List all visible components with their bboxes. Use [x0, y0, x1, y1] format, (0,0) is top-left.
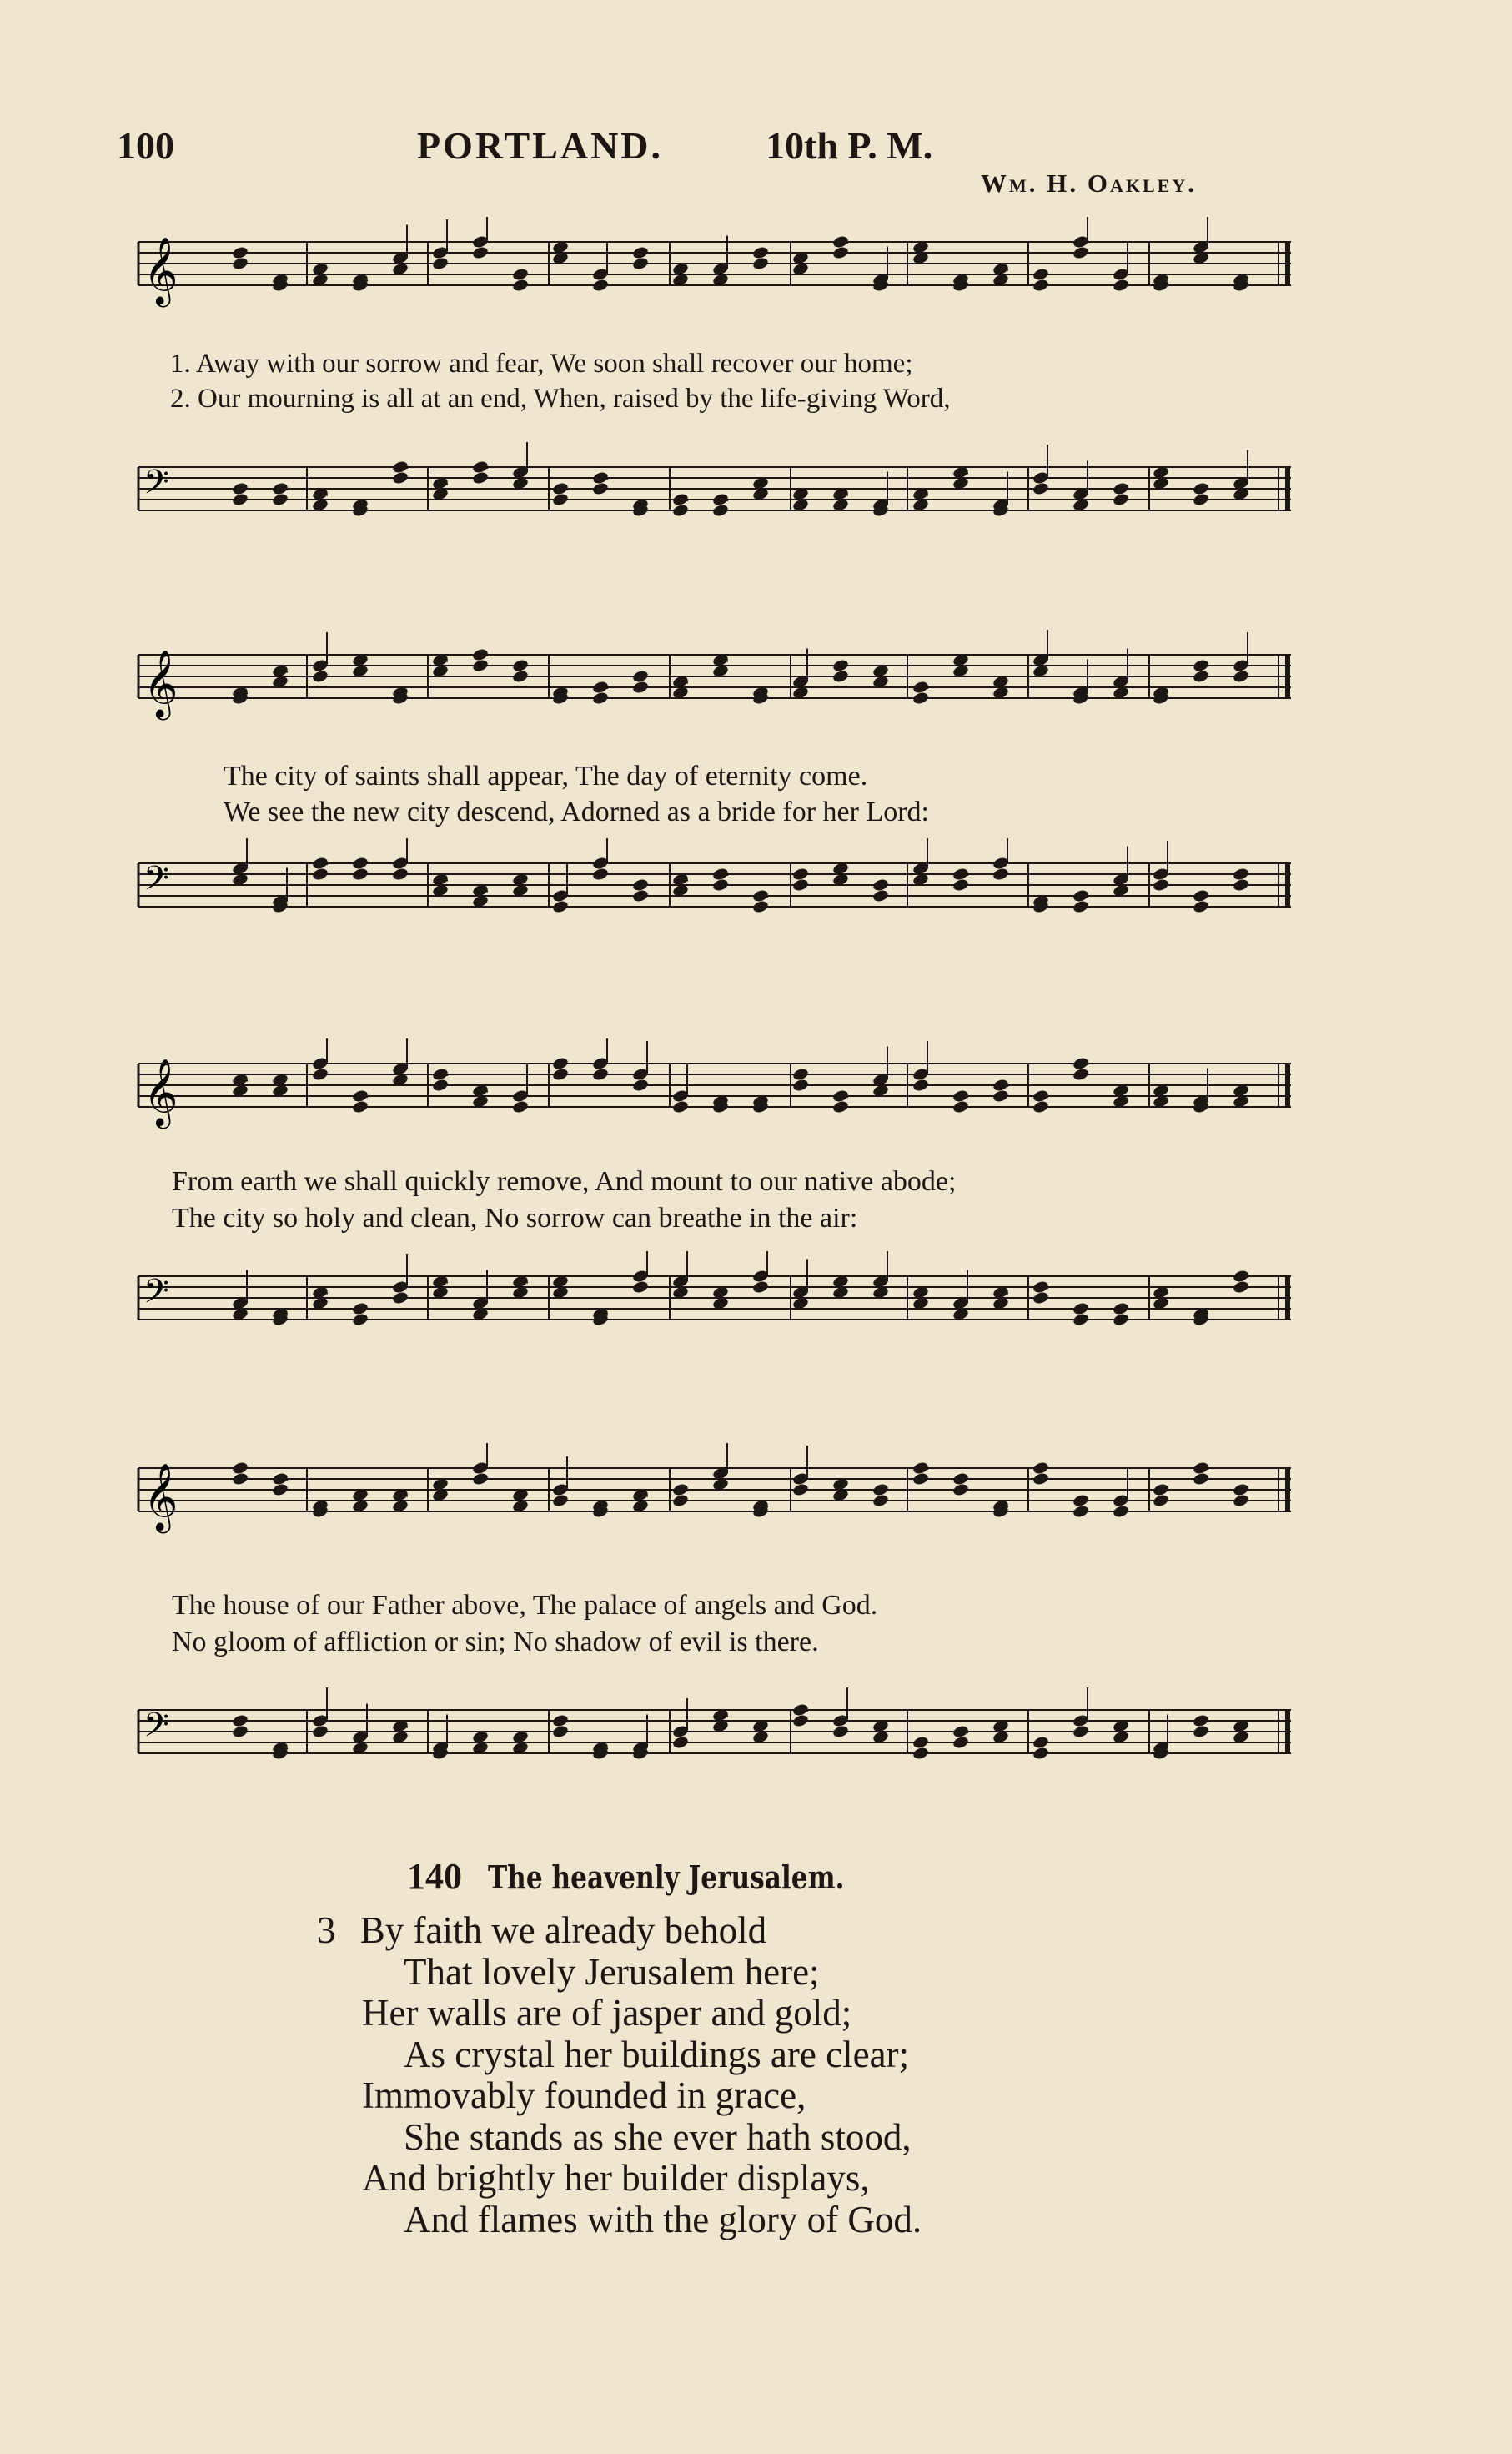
note-head [391, 1290, 409, 1305]
note-head [231, 245, 249, 259]
note-head [231, 481, 249, 495]
note-head [271, 1482, 289, 1496]
note-head [1112, 481, 1129, 495]
note-head [311, 867, 329, 881]
note-head [1032, 481, 1049, 495]
note-head [1232, 1493, 1249, 1507]
note-head [711, 503, 729, 517]
composer-credit: Wm. H. Oakley. [981, 168, 1197, 198]
note-head [1032, 1461, 1049, 1475]
note-head [391, 867, 409, 881]
note-head [431, 1078, 449, 1092]
note-head [912, 691, 929, 705]
note-head [311, 1724, 329, 1738]
treble-staff [115, 630, 1299, 755]
meter-label: 10th P. M. [766, 124, 933, 167]
note-head [591, 481, 609, 495]
note-head [912, 1471, 929, 1486]
treble-staff [115, 1443, 1299, 1568]
note-head [1112, 1312, 1129, 1326]
note-head [631, 680, 649, 694]
note-head [591, 278, 609, 292]
note-head [671, 1099, 689, 1114]
bass-staff [115, 838, 1299, 972]
bass-staff [115, 1251, 1299, 1385]
note-head [311, 669, 329, 683]
verse-line: And flames with the glory of God. [404, 2198, 922, 2240]
note-head [872, 1493, 889, 1507]
note-head [1032, 1735, 1049, 1749]
note-head [831, 245, 849, 259]
note-head [511, 1099, 529, 1114]
note-head [1232, 867, 1249, 881]
note-head [591, 691, 609, 705]
note-head [551, 1056, 569, 1070]
note-head [511, 658, 529, 672]
note-head [791, 1078, 809, 1092]
note-head [1072, 1301, 1089, 1315]
note-head [351, 856, 369, 870]
bass-clef-icon: 𝄢 [143, 1272, 169, 1319]
note-head [831, 1724, 849, 1738]
note-head [591, 867, 609, 881]
note-head [751, 256, 769, 270]
note-head [872, 888, 889, 903]
note-head [1032, 1099, 1049, 1114]
note-head [1112, 278, 1129, 292]
note-head [351, 1301, 369, 1315]
note-head [1072, 1067, 1089, 1081]
note-head [431, 256, 449, 270]
note-head [1192, 481, 1209, 495]
verse-3 [317, 1910, 922, 2240]
note-head [631, 878, 649, 892]
note-head [1232, 669, 1249, 683]
note-head [631, 1280, 649, 1294]
note-head [671, 503, 689, 517]
bass-staff [115, 1685, 1299, 1818]
note-head [872, 1482, 889, 1496]
note-head [511, 278, 529, 292]
hymn-header [407, 1855, 922, 1898]
lyric-verse2: No gloom of affliction or sin; No shadow of evil is there. [172, 1627, 819, 1657]
note-head [471, 1471, 489, 1486]
verse-line-text: By faith we already behold [359, 1909, 767, 1951]
note-head [551, 1493, 569, 1507]
note-head [511, 267, 529, 281]
note-head [1032, 278, 1049, 292]
treble-clef-icon: 𝄞 [143, 649, 178, 717]
note-head [231, 1724, 249, 1738]
note-head [751, 899, 769, 913]
note-head [591, 1067, 609, 1081]
verse-line: That lovely Jerusalem here; [404, 1950, 820, 1993]
note-head [711, 878, 729, 892]
note-head [1192, 492, 1209, 506]
verse-line: And brightly her builder displays, [362, 2157, 870, 2199]
note-head [1072, 1312, 1089, 1326]
lyric-verse2: The city so holy and clean, No sorrow can breathe in the air: [172, 1203, 858, 1234]
note-head [791, 878, 809, 892]
note-head [231, 1713, 249, 1727]
lyric-verse1: The house of our Father above, The palace of angels and God. [172, 1590, 878, 1621]
note-head [831, 1099, 849, 1114]
note-head [1192, 1724, 1209, 1738]
note-head [1232, 1482, 1249, 1496]
note-head [1032, 1746, 1049, 1760]
note-head [351, 1312, 369, 1326]
treble-staff [115, 217, 1299, 342]
note-head [952, 1482, 969, 1496]
page-number: 100 [117, 124, 174, 167]
note-head [1192, 888, 1209, 903]
note-head [311, 1067, 329, 1081]
note-head [671, 1493, 689, 1507]
note-head [791, 1482, 809, 1496]
lyric-verse1: The city of saints shall appear, The day of eternity come. [224, 761, 868, 792]
note-head [351, 1099, 369, 1114]
note-head [551, 1724, 569, 1738]
note-head [631, 669, 649, 683]
verse-line [317, 1910, 922, 1952]
note-head [912, 1078, 929, 1092]
verse-line: Immovably founded in grace, [362, 2074, 806, 2116]
note-head [471, 470, 489, 485]
note-head [1152, 1493, 1169, 1507]
note-head [912, 1746, 929, 1760]
lyric-verse1: 1. Away with our sorrow and fear, We soon shall recover our home; [170, 349, 913, 379]
note-head [551, 492, 569, 506]
note-head [231, 1461, 249, 1475]
note-head [872, 878, 889, 892]
bass-clef-icon: 𝄢 [143, 463, 169, 510]
note-head [1192, 1471, 1209, 1486]
verse-line: She stands as she ever hath stood, [404, 2115, 912, 2158]
note-head [391, 470, 409, 485]
note-head [231, 1471, 249, 1486]
note-head [1232, 1280, 1249, 1294]
note-head [1192, 658, 1209, 672]
hymn-title: The heavenly Jerusalem. [488, 1858, 845, 1896]
note-head [631, 888, 649, 903]
note-head [671, 1735, 689, 1749]
bass-clef-icon: 𝄢 [143, 859, 169, 906]
note-head [631, 245, 649, 259]
note-head [231, 256, 249, 270]
note-head [511, 669, 529, 683]
note-head [1072, 245, 1089, 259]
note-head [831, 669, 849, 683]
note-head [631, 256, 649, 270]
note-head [831, 658, 849, 672]
note-head [1072, 1724, 1089, 1738]
note-head [1032, 1471, 1049, 1486]
note-head [751, 1280, 769, 1294]
note-head [952, 1099, 969, 1114]
verse-number: 3 [317, 1909, 336, 1951]
treble-clef-icon: 𝄞 [143, 236, 178, 304]
note-head [471, 245, 489, 259]
verse-line: As crystal her buildings are clear; [404, 2033, 910, 2075]
lyric-verse2: 2. Our mourning is all at an end, When, raised by the life-giving Word, [170, 384, 951, 414]
treble-clef-icon: 𝄞 [143, 1462, 178, 1531]
note-head [1072, 1504, 1089, 1518]
note-head [1192, 669, 1209, 683]
note-head [992, 1089, 1009, 1103]
bass-staff [115, 442, 1299, 576]
note-head [952, 1735, 969, 1749]
hymn-number: 140 [407, 1856, 462, 1897]
treble-staff [115, 1038, 1299, 1164]
note-head [551, 1067, 569, 1081]
lyric-verse2: We see the new city descend, Adorned as a bride for her Lord: [224, 797, 929, 827]
note-head [1072, 1493, 1089, 1507]
note-head [791, 1067, 809, 1081]
note-head [1232, 878, 1249, 892]
note-head [1112, 1301, 1129, 1315]
note-head [791, 867, 809, 881]
note-head [1112, 492, 1129, 506]
note-head [791, 1713, 809, 1727]
note-head [471, 658, 489, 672]
note-head [271, 492, 289, 506]
note-head [1192, 899, 1209, 913]
tune-title: PORTLAND. [417, 124, 664, 167]
note-head [551, 899, 569, 913]
note-head [1032, 267, 1049, 281]
lyric-verse1: From earth we shall quickly remove, And mount to our native abode; [172, 1166, 957, 1197]
note-head [952, 1471, 969, 1486]
note-head [1072, 899, 1089, 913]
verse-line: Her walls are of jasper and gold; [362, 1992, 852, 2034]
note-head [351, 867, 369, 881]
note-head [231, 492, 249, 506]
note-head [952, 878, 969, 892]
note-head [631, 1078, 649, 1092]
note-head [912, 1735, 929, 1749]
note-head [992, 867, 1009, 881]
note-head [1152, 878, 1169, 892]
bass-clef-icon: 𝄢 [143, 1706, 169, 1752]
note-head [1032, 1290, 1049, 1305]
treble-clef-icon: 𝄞 [143, 1058, 178, 1126]
note-head [1112, 1504, 1129, 1518]
